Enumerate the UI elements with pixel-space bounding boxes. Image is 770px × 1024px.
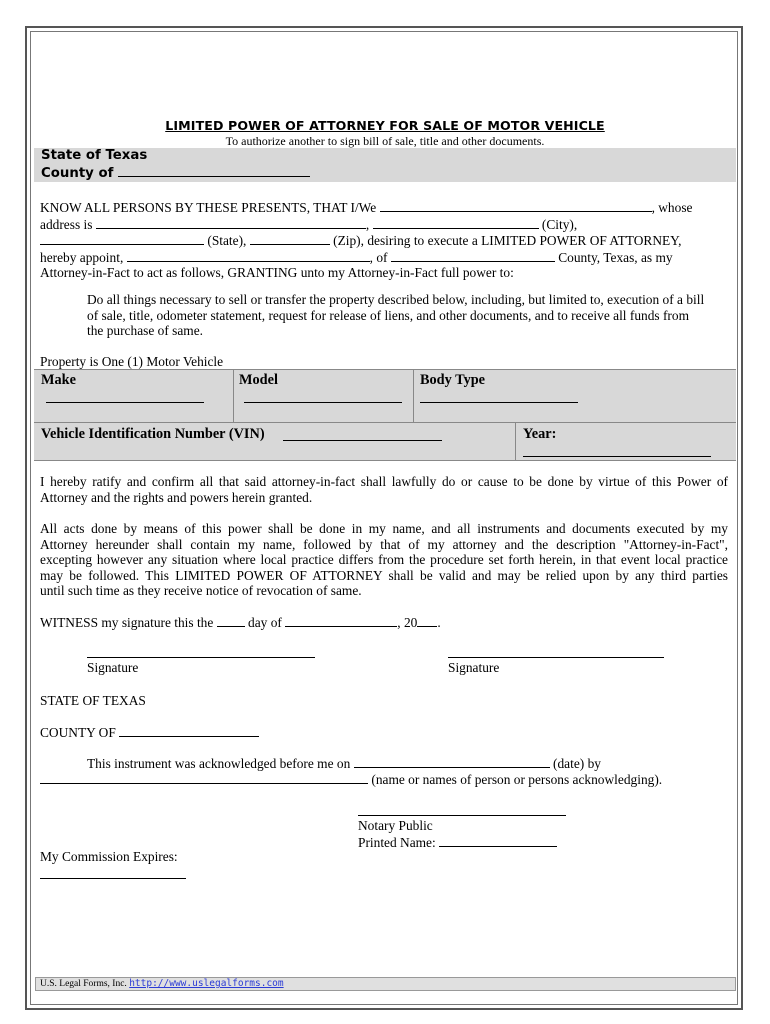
attorney-county-blank[interactable]	[391, 249, 555, 262]
witness-text-c: , 20	[397, 615, 418, 630]
acts-line-1: All acts done by means of this power shall be done in my name, and all instruments and documents executed by my	[40, 521, 728, 536]
notary-county-blank[interactable]	[119, 724, 259, 737]
printed-name-label: Printed Name:	[358, 835, 436, 850]
table-divider	[515, 422, 516, 460]
county-line	[34, 164, 736, 182]
body-type-label: Body Type	[420, 372, 486, 388]
intro-text-2a: address is	[40, 216, 93, 232]
witness-month-blank[interactable]	[285, 614, 397, 627]
commission-expires-label: My Commission Expires:	[40, 849, 178, 864]
intro-text-3a: (State),	[207, 233, 247, 249]
ack-text-c: (name or names of person or persons acknowledging).	[371, 772, 663, 787]
year-blank[interactable]	[523, 456, 711, 457]
witness-text-d: .	[437, 615, 441, 630]
state-blank[interactable]	[40, 232, 204, 245]
notary-signature-line[interactable]	[358, 815, 566, 816]
witness-day-blank[interactable]	[217, 614, 245, 627]
powers-line-3: the purchase of same.	[87, 323, 204, 339]
vehicle-property-table	[34, 369, 736, 461]
witness-year-blank[interactable]	[417, 614, 437, 627]
powers-line-2: of sale, title, odometer statement, request for release of liens, and other documents, and to receive all funds from	[87, 307, 689, 323]
city-blank[interactable]	[373, 216, 539, 229]
acts-line-4: may be followed. This LIMITED POWER OF ATTORNEY shall be valid and may be relied upon by any third parties	[40, 567, 728, 583]
intro-text-2c: (City),	[541, 216, 578, 232]
make-blank[interactable]	[46, 402, 204, 403]
intro-text-3b: (Zip), desiring to execute a LIMITED POWER OF ATTORNEY,	[333, 233, 682, 249]
ratify-paragraph	[40, 474, 728, 505]
principal-name-blank[interactable]	[380, 199, 652, 212]
signature-label-left: Signature	[87, 660, 139, 675]
attorney-name-blank[interactable]	[127, 249, 370, 262]
ack-text-a: This instrument was acknowledged before me on	[87, 756, 351, 771]
zip-blank[interactable]	[250, 232, 330, 245]
county-blank[interactable]	[118, 164, 310, 177]
witness-text-a: WITNESS my signature this the	[40, 615, 214, 630]
footer-bar	[35, 977, 736, 991]
intro-text-4c: County, Texas, as my	[558, 249, 673, 265]
powers-paragraph	[87, 292, 737, 339]
intro-line-4	[40, 249, 740, 266]
signature-line-right[interactable]	[448, 657, 664, 658]
notary-state: STATE OF TEXAS	[40, 693, 146, 708]
year-label: Year:	[523, 426, 557, 442]
table-divider	[34, 422, 736, 423]
commission-expires-blank[interactable]	[40, 878, 186, 879]
acts-paragraph	[40, 521, 728, 599]
intro-line-5: Attorney-in-Fact to act as follows, GRANTING unto my Attorney-in-Fact full power to:	[40, 265, 514, 281]
intro-paragraph	[40, 199, 740, 281]
intro-line-3	[40, 232, 740, 249]
notary-county-label: COUNTY OF	[40, 725, 116, 740]
table-divider	[233, 370, 234, 422]
ack-names-blank[interactable]	[40, 771, 368, 784]
notary-county-line	[40, 724, 259, 741]
ratify-line-2: Attorney and the rights and powers herein granted.	[40, 489, 313, 505]
notary-public-label: Notary Public	[358, 818, 433, 833]
state-label: State of Texas	[41, 148, 148, 163]
document-title: LIMITED POWER OF ATTORNEY FOR SALE OF MOTOR VEHICLE	[165, 118, 605, 133]
model-blank[interactable]	[244, 402, 402, 403]
property-caption: Property is One (1) Motor Vehicle	[40, 354, 224, 369]
intro-text-4a: hereby appoint,	[40, 249, 124, 265]
signature-label-right: Signature	[448, 660, 500, 675]
model-label: Model	[239, 372, 278, 388]
signature-line-left[interactable]	[87, 657, 315, 658]
intro-line-1	[40, 199, 740, 216]
ack-text-b: (date) by	[553, 756, 601, 771]
address-blank[interactable]	[96, 216, 366, 229]
intro-text-1a: KNOW ALL PERSONS BY THESE PRESENTS, THAT I/We	[40, 200, 377, 215]
printed-name-line	[358, 834, 557, 851]
intro-text-2b: ,	[365, 216, 370, 232]
intro-text-4b: , of	[369, 249, 388, 265]
ack-date-blank[interactable]	[354, 755, 550, 768]
powers-line-1: Do all things necessary to sell or transfer the property described below, including, but limited to, execution of a bill	[87, 292, 705, 307]
vin-label: Vehicle Identification Number (VIN)	[41, 426, 265, 442]
acknowledgment-line-1	[87, 755, 727, 772]
table-divider	[413, 370, 414, 422]
ratify-line-1: I hereby ratify and confirm all that said attorney-in-fact shall lawfully do or cause to be done by virtue of this Power of	[40, 474, 728, 489]
state-county-header	[34, 148, 736, 182]
make-label: Make	[41, 372, 76, 388]
witness-text-b: day of	[248, 615, 282, 630]
footer-company: U.S. Legal Forms, Inc.	[40, 979, 127, 989]
acts-line-3: excepting however any situation where local practice differs from the procedure set forth herein, in that event local practice	[40, 552, 728, 568]
vin-blank[interactable]	[283, 440, 442, 441]
witness-line	[40, 614, 740, 631]
acts-line-5: until such time as they receive notice of revocation of same.	[40, 583, 362, 599]
intro-line-2	[40, 216, 740, 233]
document-subtitle: To authorize another to sign bill of sale, title and other documents.	[225, 134, 545, 148]
acts-line-2: Attorney hereunder shall contain my name, followed by that of my attorney and the description "Attorney-in-Fact",	[40, 536, 728, 552]
printed-name-blank[interactable]	[439, 834, 557, 847]
footer-url-link[interactable]: http://www.uslegalforms.com	[129, 978, 284, 989]
intro-text-1b: , whose	[651, 200, 693, 215]
acknowledgment-line-2	[40, 771, 730, 788]
body-type-blank[interactable]	[420, 402, 578, 403]
county-label: County of	[41, 166, 114, 181]
